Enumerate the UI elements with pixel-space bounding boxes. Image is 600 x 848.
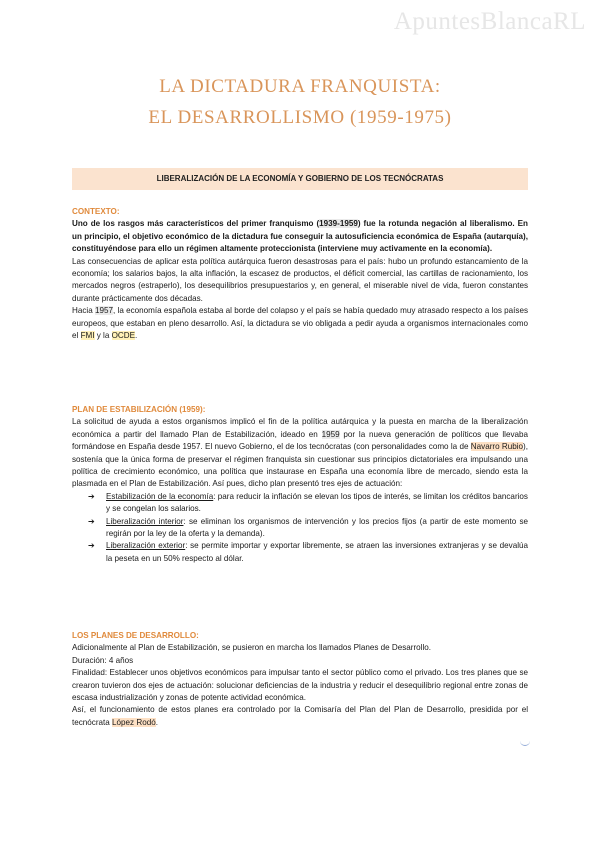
list-item bbox=[88, 491, 528, 516]
highlight-name: López Rodó bbox=[112, 717, 156, 727]
arrow-icon: ➔ bbox=[88, 491, 95, 501]
text: Hacia bbox=[72, 306, 95, 316]
plan-section bbox=[72, 404, 528, 565]
axes-list bbox=[72, 491, 528, 565]
page-title-line2: EL DESARROLLISMO (1959-1975) bbox=[148, 107, 452, 128]
text: La solicitud de ayuda a estos organismos implicó el fin de la política autárquica y la puesta en marcha de la liberalización económica a partir del llamado Plan de Estabilización, ideado en bbox=[72, 417, 528, 439]
axis-label: Liberalización exterior bbox=[106, 541, 186, 551]
contexto-paragraph-2: Las consecuencias de aplicar esta política autárquica fueron desastrosas para el país: hubo un profundo estancamiento de la economía; los salarios bajos, la alta inflación, la escasez de productos, el déficit comercial, las cartillas de racionamiento, los mercados negros (estraperlo), los desequilibrios presupuestarios y, en general, el miserable nivel de vida, fueron constantes durante prácticamente dos décadas. bbox=[72, 256, 528, 303]
text: ), sostenía que la única forma de preservar el régimen franquista sin cuestionar sus principios dictatoriales era impulsando una política de crecimiento económico, una política que instaurase en España una economía libre de mercado, siendo esta la plasmada en el Plan de Estabilización. Así pues, dicho plan presentó tres ejes de actuación: bbox=[72, 442, 528, 489]
pen-mark bbox=[520, 741, 530, 746]
highlight-date: 1939-1959 bbox=[319, 219, 358, 229]
highlight-date: 1959 bbox=[321, 429, 340, 439]
section-banner: LIBERALIZACIÓN DE LA ECONOMÍA Y GOBIERNO DE LOS TECNÓCRATAS bbox=[72, 168, 528, 190]
arrow-icon: ➔ bbox=[88, 541, 95, 551]
planes-line-2: Duración: 4 años bbox=[72, 655, 134, 665]
text: Así, el funcionamiento de estos planes era controlado por la Comisaría del Plan del Plan de Desarrollo, presidida por el tecnócrata bbox=[72, 705, 528, 727]
planes-heading: LOS PLANES DE DESARROLLO: bbox=[72, 631, 199, 640]
list-item bbox=[88, 516, 528, 541]
text: y la bbox=[94, 331, 112, 341]
planes-line-3: Finalidad: Establecer unos objetivos económicos para impulsar tanto el sector público como el privado. Los tres planes que se crearon tuvieron dos ejes de actuación: solucionar deficiencias de la industria y reducir el desequilibrio regional entre zonas de escasa industrialización y zonas de potente actividad económica. bbox=[72, 668, 528, 703]
planes-line-4 bbox=[72, 704, 528, 729]
text: , la economía española estaba al borde del colapso y el país se había quedado muy atrasado respecto a los países europeos, que estaban en pleno desarrollo. Así, la dictadura se vio obligada a pedir ayuda a organismos internacionales como el bbox=[72, 306, 528, 341]
page-title-line1: LA DICTADURA FRANQUISTA: bbox=[159, 76, 441, 97]
text: Uno de los rasgos más característicos del primer franquismo ( bbox=[72, 219, 320, 229]
contexto-paragraph-1 bbox=[72, 218, 528, 255]
contexto-heading: CONTEXTO: bbox=[72, 207, 120, 216]
text: . bbox=[155, 717, 158, 727]
plan-heading: PLAN DE ESTABILIZACIÓN (1959): bbox=[72, 405, 206, 414]
text: por la nueva generación de políticos que llevaba formándose en España desde 1957. El nuevo Gobierno, el de los tecnócratas (con personalidades como la de bbox=[72, 429, 528, 452]
plan-paragraph bbox=[72, 416, 528, 490]
highlight-name: Navarro Rubio bbox=[470, 442, 524, 452]
highlight-fmi: FMI bbox=[80, 331, 95, 341]
axis-label: Estabilización de la economía bbox=[106, 491, 214, 501]
text: . bbox=[134, 331, 138, 341]
axis-text: : se eliminan los organismos de intervención y los precios fijos (a partir de este momento se regirán por la ley de la oferta y la demanda). bbox=[106, 516, 528, 539]
text: ) fue la rotunda negación al liberalismo. En un principio, el objetivo económico de la dictadura fue conseguir la autosuficiencia económica de España (autarquía), constituyéndose para ello un régimen altamente proteccionista (interviene muy activamente en la economía). bbox=[72, 219, 528, 254]
highlight-ocde: OCDE bbox=[111, 331, 135, 341]
planes-section bbox=[72, 630, 528, 729]
arrow-icon: ➔ bbox=[88, 516, 95, 526]
axis-label: Liberalización interior bbox=[106, 516, 184, 526]
watermark: ApuntesBlancaRL bbox=[393, 8, 586, 35]
planes-line-1: Adicionalmente al Plan de Estabilización, se pusieron en marcha los llamados Planes de Desarrollo. bbox=[72, 643, 432, 653]
contexto-section bbox=[72, 206, 528, 342]
axis-text: : se permite importar y exportar libremente, se atraen las inversiones extranjeras y se devalúa la peseta en un 50% respecto al dólar. bbox=[106, 541, 528, 563]
contexto-paragraph-3 bbox=[72, 305, 528, 342]
list-item bbox=[88, 540, 528, 565]
axis-text: : para reducir la inflación se elevan los tipos de interés, se limitan los créditos bancarios y se congelan los salarios. bbox=[106, 491, 528, 514]
highlight-date: 1957 bbox=[94, 306, 113, 316]
